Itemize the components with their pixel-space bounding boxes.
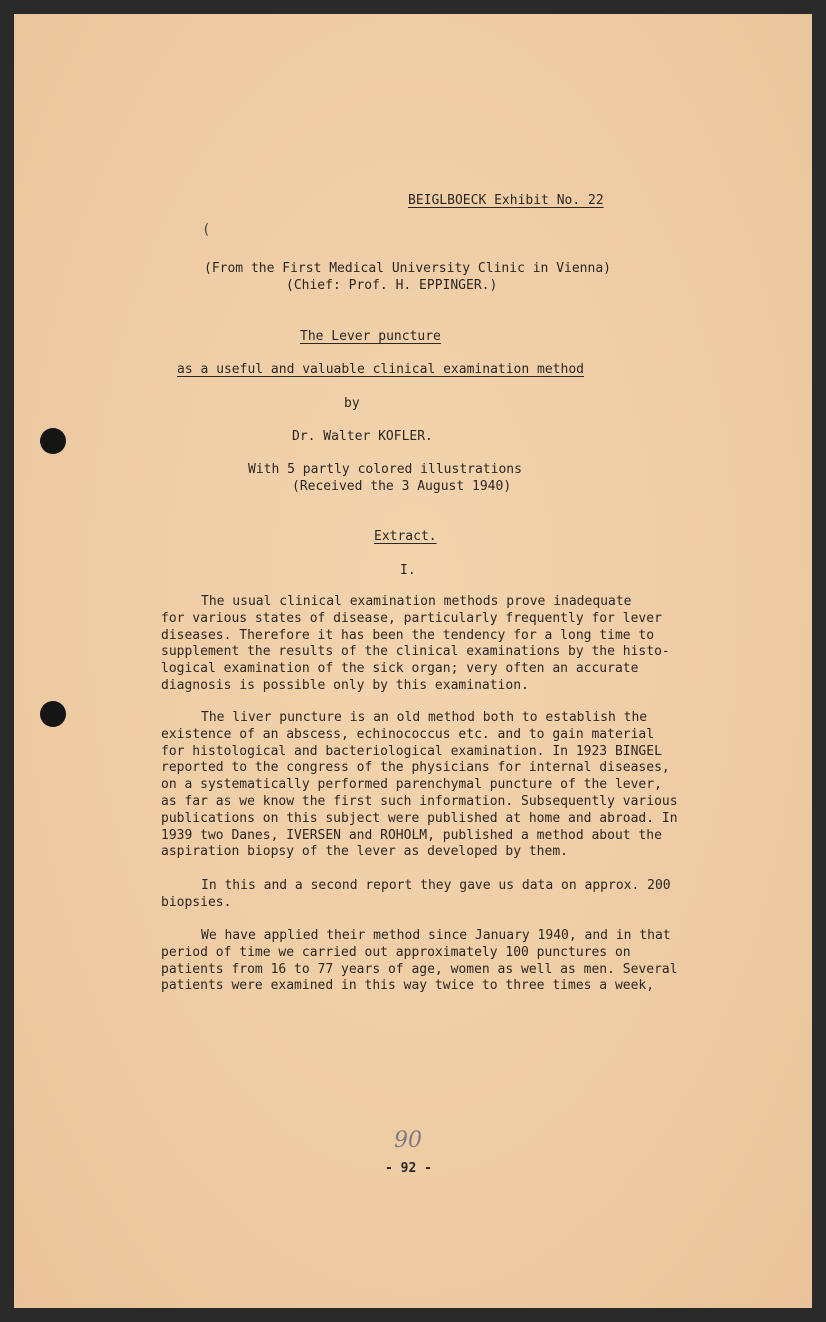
body-paragraph: We have applied their method since January 1940, and in that period of time we carried out approximately 100 punctures on patients from 16 to 77 years of age, women as well as men. Several patients were examined in this way twice to three times a week, bbox=[161, 928, 678, 994]
title-line-2: as a useful and valuable clinical examination method bbox=[177, 362, 584, 377]
received-date: (Received the 3 August 1940) bbox=[292, 479, 512, 494]
illustrations-note: With 5 partly colored illustrations bbox=[248, 462, 522, 477]
title-line-1: The Lever puncture bbox=[300, 329, 441, 344]
source-clinic: (From the First Medical University Clinic in Vienna) bbox=[204, 261, 611, 276]
punch-hole bbox=[40, 428, 66, 454]
byline-by: by bbox=[344, 396, 360, 411]
exhibit-label: BEIGLBOECK Exhibit No. 22 bbox=[408, 193, 604, 208]
source-chief: (Chief: Prof. H. EPPINGER.) bbox=[286, 278, 498, 293]
typed-page-number: - 92 - bbox=[385, 1161, 432, 1176]
punch-hole bbox=[40, 701, 66, 727]
handwritten-page-number: 90 bbox=[394, 1128, 422, 1153]
section-heading: Extract. bbox=[374, 529, 437, 544]
author-name: Dr. Walter KOFLER. bbox=[292, 429, 433, 444]
document-page bbox=[14, 14, 812, 1308]
body-paragraph: In this and a second report they gave us data on approx. 200 biopsies. bbox=[161, 878, 671, 910]
pencil-mark: ( bbox=[202, 222, 211, 238]
section-numeral: I. bbox=[400, 563, 416, 578]
body-paragraph: The liver puncture is an old method both to establish the existence of an abscess, echinococcus etc. and to gain material for histological and bacteriological examination. In 1923 BINGEL reported to the congress of the physicians for internal diseases, on a systematically performed parenchymal puncture of the lever, as far as we know the first such information. Subsequently various publications on this subject were published at home and abroad. In 1939 two Danes, IVERSEN and ROHOLM, published a method about the aspiration biopsy of the lever as developed by them. bbox=[161, 710, 678, 860]
body-paragraph: The usual clinical examination methods prove inadequate for various states of disease, particularly frequently for lever diseases. Therefore it has been the tendency for a long time to supplement the results of the clinical examinations by the histo- logical examination of the sick organ; very often an accurate diagnosis is possible only by this examination. bbox=[161, 594, 670, 693]
